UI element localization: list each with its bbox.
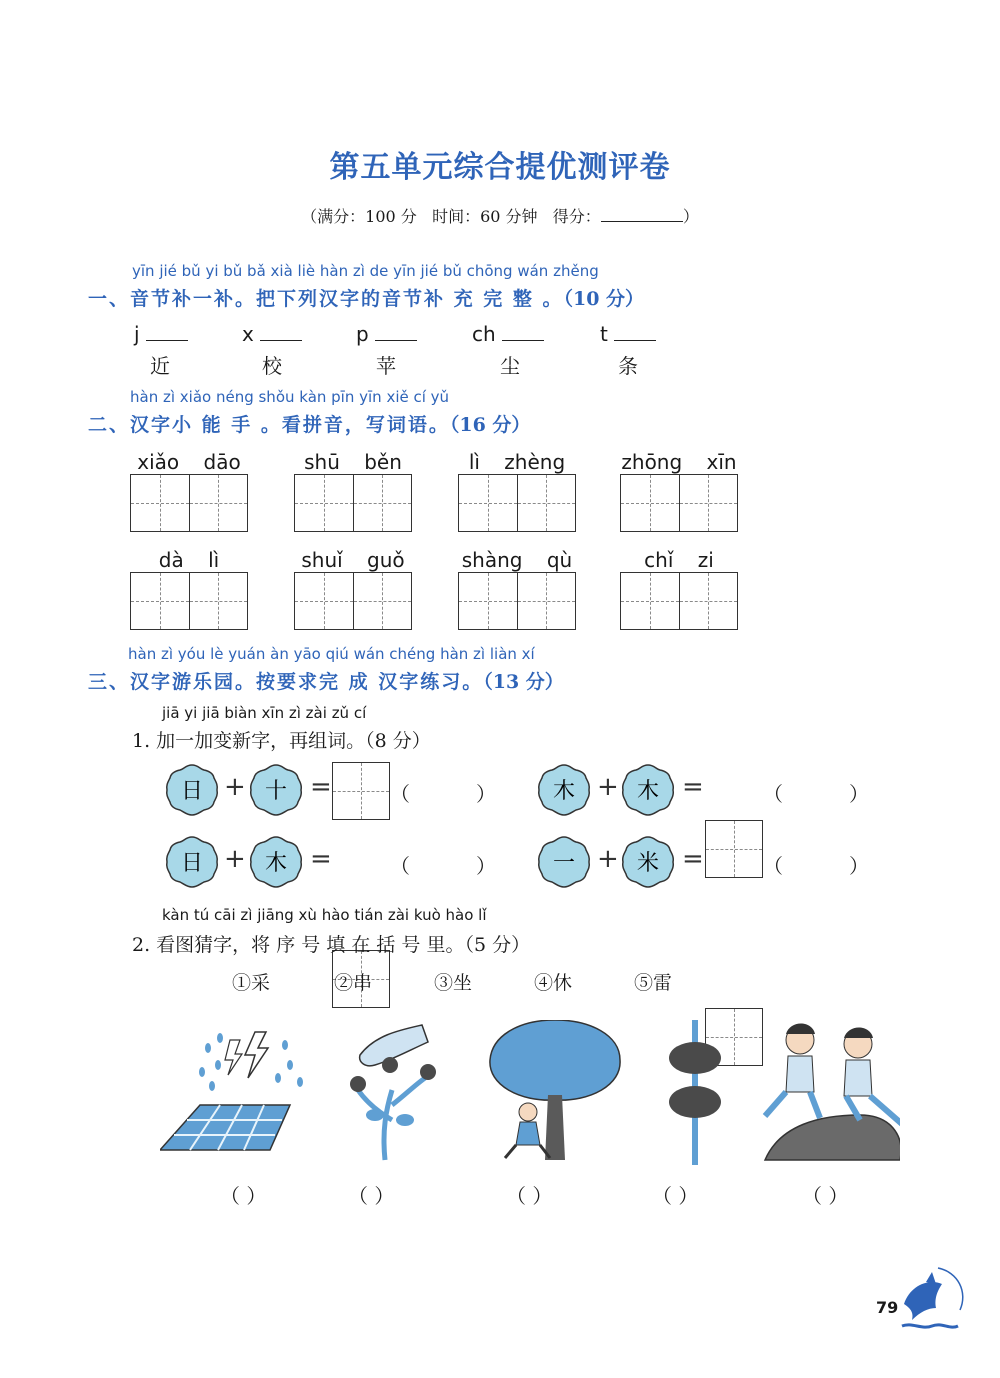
plus-sign: + — [224, 844, 246, 874]
sub2-label: 2. 看图猜字，将 序 号 填 在 括 号 里。（5 分） — [132, 934, 531, 956]
section2-pinyin: hàn zì xiǎo néng shǒu kàn pīn yīn xiě cí yǔ — [130, 388, 450, 406]
equals-sign: = — [682, 772, 704, 802]
word-writing-box[interactable] — [620, 572, 738, 630]
section3-pinyin: hàn zì yóu lè yuán àn yāo qiú wán chéng hàn zì liàn xí — [128, 645, 535, 663]
section1-heading: 一、音节补一补。把下列汉字的音节补 充 完 整 。（10 分） — [88, 288, 645, 310]
syllable-blank[interactable] — [375, 336, 417, 341]
tree-rest-illustration — [490, 1020, 620, 1160]
picture-row — [160, 1020, 900, 1170]
section1-pinyin: yīn jié bǔ yi bǔ bǎ xià liè hàn zì de yīn jié bǔ chōng wán zhěng — [132, 262, 599, 280]
section2-heading: 二、汉字小 能 手 。看拼音，写词语。（16 分） — [88, 414, 531, 436]
syllable-initial: t — [600, 322, 656, 346]
option-item: ⑤雷 — [634, 972, 673, 994]
syllable-char: 校 — [262, 354, 282, 378]
answer-paren[interactable]: （ ） — [348, 1184, 395, 1208]
sub1-pinyin: jiā yi jiā biàn xīn zì zài zǔ cí — [162, 704, 367, 722]
svg-text:十: 十 — [264, 779, 288, 804]
word-paren[interactable]: （ ） — [763, 854, 869, 878]
plus-sign: + — [597, 844, 619, 874]
flower-char-card — [620, 762, 676, 818]
answer-char-box[interactable] — [705, 820, 763, 878]
word-pinyin: dà lì — [158, 548, 220, 572]
sub2-pinyin: kàn tú cāi zì jiāng xù hào tián zài kuò hào lǐ — [162, 906, 487, 924]
word-pinyin: shū běn — [304, 450, 402, 474]
plus-sign: + — [597, 772, 619, 802]
kids-sitting-illustration — [765, 1024, 900, 1161]
section3-heading: 三、汉字游乐园。按要求完 成 汉字练习。（13 分） — [88, 671, 564, 693]
syllable-blank[interactable] — [260, 336, 302, 341]
word-paren[interactable]: （ ） — [763, 782, 869, 806]
syllable-char: 尘 — [500, 354, 520, 378]
syllable-char: 条 — [618, 354, 638, 378]
word-pinyin: chǐ zi — [644, 548, 714, 572]
word-writing-box[interactable] — [294, 474, 412, 532]
answer-paren[interactable]: （ ） — [652, 1184, 699, 1208]
equals-sign: = — [682, 844, 704, 874]
word-writing-box[interactable] — [130, 572, 248, 630]
flower-char-card — [248, 762, 304, 818]
score-blank[interactable] — [601, 207, 683, 222]
storm-field-illustration — [160, 1032, 303, 1150]
answer-char-box[interactable] — [332, 762, 390, 820]
picking-fruit-illustration — [350, 1025, 436, 1160]
syllable-initial: ch — [472, 322, 544, 346]
svg-text:米: 米 — [636, 851, 660, 876]
equals-sign: = — [310, 844, 332, 874]
word-pinyin: lì zhèng — [468, 450, 566, 474]
flower-char-card — [164, 834, 220, 890]
sub1-label: 1. 加一加变新字，再组词。（8 分） — [132, 730, 431, 752]
flower-char-card — [536, 762, 592, 818]
flower-char-card — [164, 762, 220, 818]
full-score: （满分：100 分 — [301, 207, 417, 226]
option-item: ④休 — [534, 972, 573, 994]
plus-sign: + — [224, 772, 246, 802]
exam-info: （满分：100 分 时间：60 分钟 得分： ） — [301, 207, 699, 226]
answer-paren[interactable]: （ ） — [506, 1184, 553, 1208]
syllable-initial: x — [242, 322, 302, 346]
page-title: 第五单元综合提优测评卷 — [329, 150, 671, 185]
flower-char-card — [536, 834, 592, 890]
word-writing-box[interactable] — [458, 474, 576, 532]
score-label: 得分： — [552, 207, 601, 226]
syllable-char: 近 — [150, 354, 170, 378]
svg-text:一: 一 — [552, 851, 576, 876]
syllable-blank[interactable] — [614, 336, 656, 341]
svg-text:木: 木 — [552, 779, 576, 804]
flower-char-card — [620, 834, 676, 890]
svg-text:木: 木 — [264, 851, 288, 876]
word-writing-box[interactable] — [620, 474, 738, 532]
skewer-illustration — [669, 1020, 721, 1165]
word-writing-box[interactable] — [458, 572, 576, 630]
dolphin-icon — [898, 1264, 968, 1338]
svg-text:木: 木 — [636, 779, 660, 804]
word-writing-box[interactable] — [294, 572, 412, 630]
page-number: 79 — [876, 1298, 899, 1317]
equals-sign: = — [310, 772, 332, 802]
syllable-blank[interactable] — [502, 336, 544, 341]
syllable-blank[interactable] — [146, 336, 188, 341]
svg-text:日: 日 — [180, 779, 204, 804]
syllable-initial: p — [356, 322, 417, 346]
word-pinyin: shàng qù — [461, 548, 573, 572]
answer-paren[interactable]: （ ） — [220, 1184, 267, 1208]
flower-char-card — [248, 834, 304, 890]
word-paren[interactable]: （ ） — [390, 854, 496, 878]
word-pinyin: zhōng xīn — [621, 450, 737, 474]
word-writing-box[interactable] — [130, 474, 248, 532]
word-pinyin: shuǐ guǒ — [301, 548, 405, 572]
option-item: ③坐 — [434, 972, 473, 994]
syllable-initial: j — [134, 322, 188, 346]
svg-text:日: 日 — [180, 851, 204, 876]
word-pinyin: xiǎo dāo — [137, 450, 241, 474]
answer-paren[interactable]: （ ） — [802, 1184, 849, 1208]
option-item: ①采 — [232, 972, 271, 994]
option-item: ②串 — [334, 972, 373, 994]
time-limit: 时间：60 分钟 — [432, 207, 538, 226]
word-paren[interactable]: （ ） — [390, 782, 496, 806]
syllable-char: 苹 — [376, 354, 396, 378]
